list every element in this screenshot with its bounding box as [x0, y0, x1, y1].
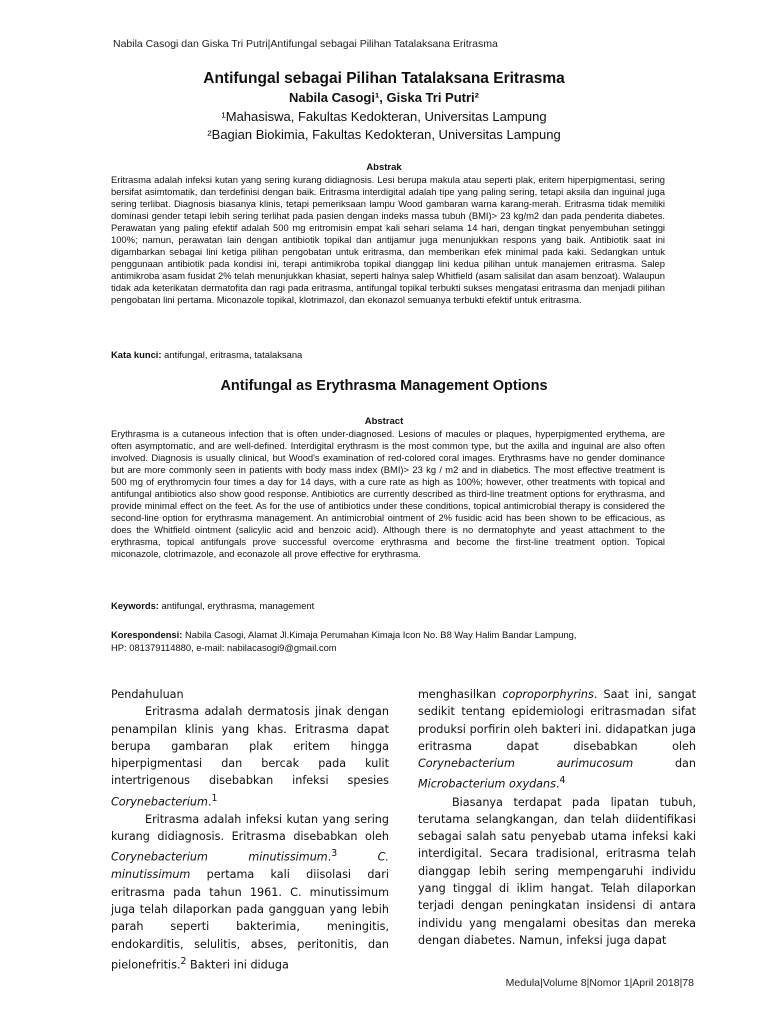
kata-kunci [111, 349, 665, 360]
kata-kunci-value: antifungal, eritrasma, tatalaksana [164, 349, 303, 360]
correspondence [111, 628, 671, 654]
correspondence-address: Nabila Casogi, Alamat Jl.Kimaja Perumahan Kimaja Icon No. B8 Way Halim Bandar Lampung, [184, 629, 577, 640]
intro-heading: Pendahuluan [111, 688, 184, 701]
intro-paragraph-2: Eritrasma adalah infeksi kutan yang sering kurang didiagnosis. Eritrasma disebabkan oleh Corynebacterium minutissimum.$^3$ C. minutissimum pertama kali diisolasi dari eritrasma pada tahun 1961. C. minutissimum juga telah dilaporkan pada gangguan yang lebih parah seperti bakterimia, meningitis, endokarditis, selulitis, abses, peritonitis, dan pielonefritis.$^2$ Bakteri ini diduga [111, 812, 389, 972]
intro-paragraph-4: Biasanya terdapat pada lipatan tubuh, terutama selangkangan, dan telah diidentifikasi sebagai salah satu penyebab utama infeksi kaki interdigital. Secara tradisional, eritrasma telah dianggap lebih sering mempengaruhi individu yang tinggal di iklim hangat. Telah dilaporkan terjadi dengan peningkatan insidensi di antara individu yang mengalami obesitas dan mereka dengan diabetes. Namun, infeksi juga dapat [418, 795, 696, 947]
abstract-body: Erythrasma is a cutaneous infection that is often under-diagnosed. Lesions of macules or plaques, hyperpigmented erythema, are often asymptomatic, and are well-defined. Interdigital erythrasm is the most common type, but the axilla and inguinal are also often involved. Diagnosis is usually clinical, but Wood's examination of red-colored coral images. Erythrasms have no gender dominance but are more commonly seen in patients with body mass index (BMI)> 23 kg / m2 and in diabetics. The most effective treatment is 500 mg of erythromycin four times a day for 14 days, with a cure rate as high as 100%; however, other treatments with topical and antifungal antibiotics also show good response. Antibiotics are currently described as third-line treatment options for erythrasma, and provide minimal effect on the feet. As for the use of antibiotics under these conditions, topical antimicrobial therapy is considered the second-line option for erythrasma management. An antimicrobial ointment of 2% fusidic acid has been shown to be efficacious, as does the Whitfield ointment (salicylic acid and benzoic acid). Although there is no dermatophyte and yeast attachment to the erythrasma, topical antifungals prove successful overcome erythrasma and become the first-line treatment option. Topical miconazole, clotrimazole, and econazole all prove effective for erythrasma. [111, 428, 665, 559]
intro-paragraph-1: Eritrasma adalah dermatosis jinak dengan penampilan klinis yang khas. Eritrasma dapat berupa gambaran plak eritem hingga hiperpigmentasi dan bercak pada kulit intertrigenous disebabkan infeksi spesies Corynebacterium.$^1$ [111, 705, 389, 809]
keywords [111, 600, 665, 611]
kata-kunci-label: Kata kunci: [111, 349, 162, 360]
authors: Nabila Casogi¹, Giska Tri Putri² [289, 90, 479, 105]
paper-title: Antifungal sebagai Pilihan Tatalaksana Eritrasma [203, 70, 565, 87]
affiliation-2: ²Bagian Biokimia, Fakultas Kedokteran, Universitas Lampung [207, 127, 561, 142]
keywords-value: antifungal, erythrasma, management [161, 600, 315, 611]
correspondence-label: Korespondensi: [111, 629, 183, 640]
abstrak-body: Eritrasma adalah infeksi kutan yang sering kurang didiagnosis. Lesi berupa makula atau seperti plak, eritem hiperpigmentasi, sering bersifat asimtomatik, dan terdefinisi dengan baik. Eritrasma interdigital adalah tipe yang paling sering, tetapi aksila dan inguinal juga sering terlibat. Diagnosis biasanya klinis, tetapi pemeriksaan lampu Wood gambaran warna karang-merah. Eritrasma tidak memiliki dominasi gender tetapi lebih sering terlihat pada pasien dengan indeks massa tubuh (BMI)> 23 kg/m2 dan pada penderita diabetes. Perawatan yang paling efektif adalah 500 mg eritromisin empat kali sehari selama 14 hari, dengan tingkat penyembuhan setinggi 100%; namun, perawatan lain dengan antibiotik topikal dan antijamur juga menunjukkan respons yang baik. Antibiotik saat ini digambarkan sebagai lini ketiga pilihan pengobatan untuk eritrasma, dan memberikan efek minimal pada kaki. Sedangkan untuk penggunaan antibiotik pada kondisi ini, terapi antimikroba topikal dianggap lini kedua pilihan untuk manajemen eritrasma. Salep antimikroba asam fusidat 2% telah menunjukkan khasiat, seperti halnya salep Whitfield (asam salisilat dan asam benzoat). Walaupun tidak ada keterikatan dermatofita dan ragi pada eritrasma, antifungal topikal terbukti sukses mengatasi eritrasma dan menjadi pilihan pengobatan lini pertama. Miconazole topikal, klotrimazol, dan ekonazol semuanya terbukti efektif untuk eritrasma. [111, 174, 665, 305]
keywords-label: Keywords: [111, 600, 159, 611]
abstrak-heading: Abstrak [366, 162, 402, 173]
abstract-heading: Abstract [364, 416, 404, 427]
intro-left-column [111, 686, 389, 974]
correspondence-contact: HP: 081379114880, e-mail: nabilacasogi9@gmail.com [111, 642, 337, 653]
affiliation-1: ¹Mahasiswa, Fakultas Kedokteran, Universitas Lampung [221, 109, 547, 124]
running-head: Nabila Casogi dan Giska Tri Putri|Antifungal sebagai Pilihan Tatalaksana Eritrasma [113, 38, 498, 50]
intro-right-column [418, 686, 696, 949]
english-title: Antifungal as Erythrasma Management Options [220, 378, 548, 394]
intro-paragraph-3: menghasilkan coproporphyrins. Saat ini, sangat sedikit tentang epidemiologi eritrasmadan sifat produksi porfirin oleh bakteri ini. didapatkan juga eritrasma dapat disebabkan oleh Corynebacterium aurimucosum dan Microbacterium oxydans.$^4$ [418, 688, 697, 792]
page-footer: Medula|Volume 8|Nomor 1|April 2018|78 [505, 977, 694, 989]
